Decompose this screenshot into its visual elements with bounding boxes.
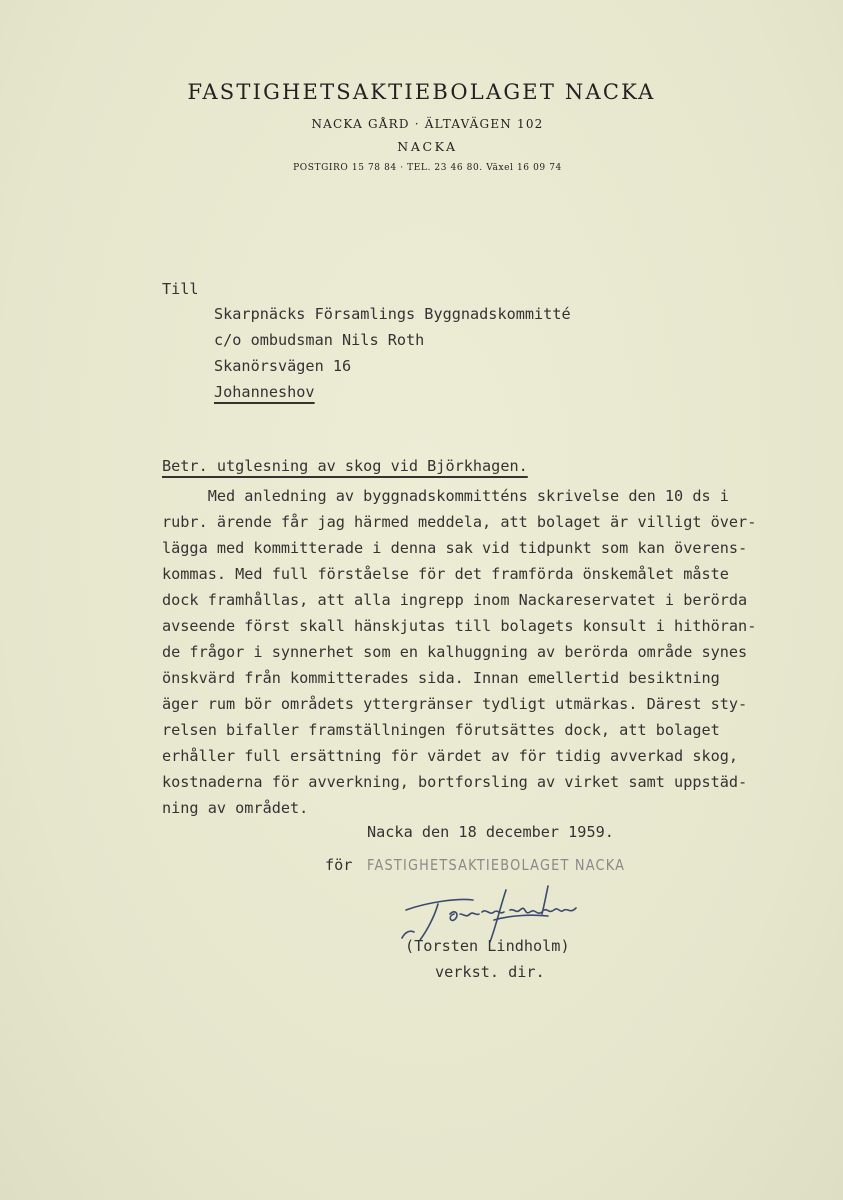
for-label: för: [325, 856, 353, 874]
body-line: relsen bifaller framställningen förutsättes dock, att bolaget: [162, 721, 720, 739]
recipient-line: Skanörsvägen 16: [214, 357, 352, 375]
recipient-line: c/o ombudsman Nils Roth: [214, 331, 425, 349]
body-line: kommas. Med full förståelse för det framförda önskemålet måste: [162, 565, 729, 583]
body-line: dock framhållas, att alla ingrepp inom Nackareservatet i berörda: [162, 591, 748, 609]
body-line: önskvärd från kommitterades sida. Innan emellertid besiktning: [162, 669, 720, 687]
place-date: Nacka den 18 december 1959.: [367, 823, 614, 841]
body-line: erhåller full ersättning för värdet av för tidig avverkad skog,: [162, 747, 739, 765]
body-line: ning av området.: [162, 799, 309, 817]
recipient-line: Skarpnäcks Församlings Byggnadskommitté: [214, 305, 571, 323]
company-stamp: FASTIGHETSAKTIEBOLAGET NACKA: [367, 856, 626, 874]
body-line: kostnaderna för avverkning, bortforsling av virket samt uppstäd-: [162, 773, 748, 791]
letterhead-city: NACKA: [397, 139, 458, 154]
body-line: rubr. ärende får jag härmed meddela, att bolaget är villigt över-: [162, 513, 757, 531]
letterhead-company: FASTIGHETSAKTIEBOLAGET NACKA: [187, 80, 656, 104]
signatory-name: (Torsten Lindholm): [405, 937, 570, 955]
recipient-to-label: Till: [162, 280, 199, 298]
letterhead-contact: POSTGIRO 15 78 84 · TEL. 23 46 80. Växel 16 09 74: [293, 163, 562, 173]
body-line: avseende först skall hänskjutas till bolagets konsult i hithöran-: [162, 617, 757, 635]
letterhead-address: NACKA GÅRD · ÄLTAVÄGEN 102: [311, 117, 544, 131]
signatory-title: verkst. dir.: [435, 963, 545, 981]
subject-line: Betr. utglesning av skog vid Björkhagen.: [162, 457, 528, 475]
body-line: lägga med kommitterade i denna sak vid tidpunkt som kan överens-: [162, 539, 748, 557]
recipient-city: Johanneshov: [214, 383, 315, 401]
body-line: Med anledning av byggnadskommitténs skrivelse den 10 ds i: [162, 487, 729, 505]
signature-text: Torsten Lindholm: [498, 900, 506, 901]
body-line: äger rum bör områdets yttergränser tydligt utmärkas. Därest sty-: [162, 695, 748, 713]
body-line: de frågor i synnerhet som en kalhuggning av berörda område synes: [162, 643, 748, 661]
